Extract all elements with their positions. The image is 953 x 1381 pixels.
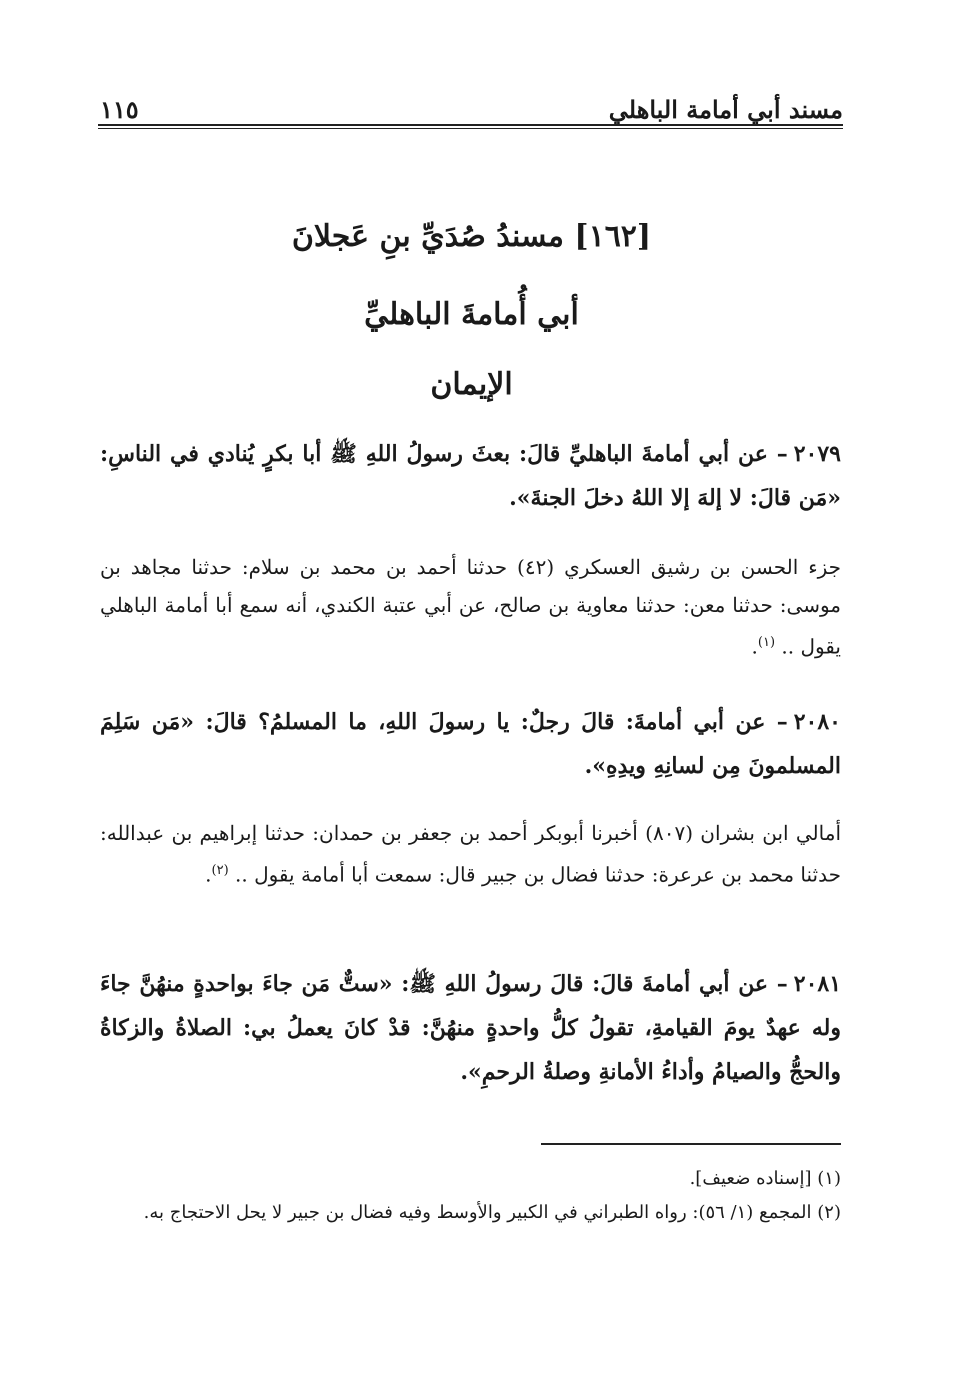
footnote-ref-1[interactable]: (١): [757, 635, 776, 650]
hadith-number: ٢٠٨٠: [793, 709, 841, 735]
hadith-2079: [100, 432, 841, 520]
hadith-number: ٢٠٨١: [793, 971, 842, 997]
hadith-text: – عن أبي أمامةَ: قالَ رجلٌ: يا رسولَ اللهِ، ما المسلمُ؟ قالَ: «مَن سَلِمَ المسلمونَ مِن لسانِهِ ويدِهِ».: [100, 709, 841, 779]
hadith-text: – عن أبي أمامةَ الباهليِّ قالَ: بعثَ رسولُ اللهِ ﷺ أبا بكرٍ يُنادي في الناسِ: «مَن قالَ: لا إلهَ إلا اللهُ دخلَ الجنةَ».: [100, 441, 841, 511]
hadith-2080: [100, 700, 841, 788]
running-title: مسند أبي أمامة الباهلي: [608, 95, 843, 124]
hadith-number: ٢٠٧٩: [793, 441, 841, 467]
page-header: [100, 84, 843, 124]
kunya-title: أبي أُمامةَ الباهليِّ: [364, 297, 579, 332]
musnad-title: [١٦٢] مسندُ صُدَيِّ بنِ عَجلانَ: [291, 219, 652, 254]
footnote-2: (٢) المجمع (١/ ٥٦): رواه الطبراني في الكبير والأوسط وفيه فضال بن جبير لا يحل الاحتجاج به.: [143, 1202, 841, 1223]
hadith-2081: [100, 962, 841, 1094]
footnotes: [100, 1162, 841, 1230]
footnote-divider: [541, 1143, 841, 1145]
footnote-1: (١) [إسناده ضعيف].: [689, 1168, 841, 1189]
header-divider: [98, 124, 843, 129]
source-text: جزء الحسن بن رشيق العسكري (٤٢) حدثنا أحمد بن محمد بن سلام: حدثنا مجاهد بن موسى: حدثنا معن: حدثنا معاوية بن صالح، عن أبي عتبة الكندي، أنه سمع أبا أمامة الباهلي يقول ..: [100, 555, 841, 659]
hadith-text: – عن أبي أمامةَ قالَ: قالَ رسولُ اللهِ ﷺ: «ستٌّ مَن جاءَ بواحدةٍ منهُنَّ جاءَ وله عهدٌ يومَ القيامةِ، تقولُ كلُّ واحدةٍ منهُنَّ: قدْ كانَ يعملُ بي: الصلاةُ والزكاةُ والحجُّ والصيامُ وأداءُ الأمانةِ وصلةُ الرحمِ».: [100, 971, 841, 1085]
footnote-ref-2[interactable]: (٢): [211, 863, 229, 878]
chapter-title: الإيمان: [430, 367, 513, 402]
source-2080: أمالي ابن بشران (٨٠٧) أخبرنا أبوبكر أحمد بن جعفر بن حمدان: حدثنا إبراهيم بن عبدالله: حدثنا محمد بن عرعرة: حدثنا فضال بن جبير قال: سمعت أبا أمامة يقول .. $^{(٢)}$.: [100, 821, 841, 887]
page-number: ١١٥: [100, 95, 139, 124]
source-2079: جزء الحسن بن رشيق العسكري (٤٢) حدثنا أحمد بن محمد بن سلام: حدثنا مجاهد بن موسى: حدثنا معن: حدثنا معاوية بن صالح، عن أبي عتبة الكندي، أنه سمع أبا أمامة الباهلي يقول .. $^{(١)}$.: [100, 555, 841, 659]
source-text: أمالي ابن بشران (٨٠٧) أخبرنا أبوبكر أحمد بن جعفر بن حمدان: حدثنا إبراهيم بن عبدالله: حدثنا محمد بن عرعرة: حدثنا فضال بن جبير قال: سمعت أبا أمامة يقول ..: [100, 821, 841, 887]
